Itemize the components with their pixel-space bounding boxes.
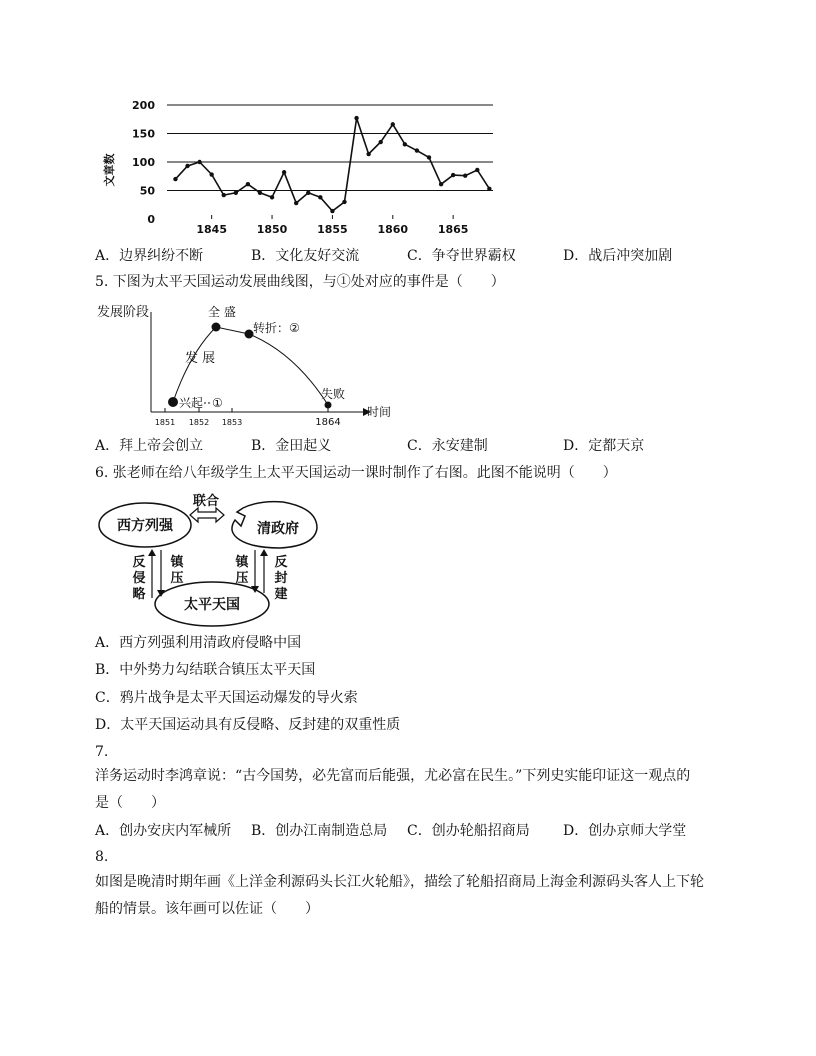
data-point bbox=[427, 155, 431, 159]
data-point bbox=[487, 187, 491, 191]
q5-year-1864: 1864 bbox=[315, 417, 341, 428]
q7-stem-line-2: 是（ ） bbox=[95, 795, 165, 811]
q7-option-a[interactable]: A．创办安庆内军械所 bbox=[95, 823, 232, 839]
q6-option-b[interactable]: B．中外势力勾结联合镇压太平天国 bbox=[95, 662, 316, 678]
q6-right-up-arrowhead bbox=[260, 549, 268, 556]
q5-development-curve bbox=[173, 327, 328, 405]
q7-number: 7. bbox=[95, 744, 109, 760]
q5-year-1851: 1851 bbox=[154, 418, 176, 427]
q6-option-a[interactable]: A．西方列强利用清政府侵略中国 bbox=[95, 635, 302, 651]
q5-option-a[interactable]: A．拜上帝会创立 bbox=[95, 438, 204, 454]
q5-label-rise: 兴起 bbox=[179, 396, 204, 410]
x-tick-label: 1845 bbox=[196, 223, 227, 236]
q6-label-suppress-right: 压 bbox=[235, 571, 249, 586]
data-point bbox=[234, 191, 238, 195]
q5-y-axis-label: 发展阶段 bbox=[97, 305, 150, 320]
q6-label-anti-aggression: 反 bbox=[132, 555, 146, 570]
data-point bbox=[391, 122, 395, 126]
data-point bbox=[330, 209, 334, 213]
q4-option-c[interactable]: C．争夺世界霸权 bbox=[407, 248, 516, 264]
data-point bbox=[342, 200, 346, 204]
data-point bbox=[282, 170, 286, 174]
data-point bbox=[318, 195, 322, 199]
q8-stem-line-2: 船的情景。该年画可以佐证（ ） bbox=[95, 901, 319, 917]
data-point bbox=[197, 160, 201, 164]
q4-option-a[interactable]: A．边界纠纷不断 bbox=[95, 248, 204, 264]
q5-fail-dot bbox=[325, 402, 332, 409]
data-point bbox=[403, 142, 407, 146]
q6-stem: 6. 张老师在给八年级学生上太平天国运动一课时制作了右图。此图不能说明（ ） bbox=[95, 465, 617, 481]
q6-relationship-diagram bbox=[95, 488, 325, 628]
q6-label-anti-aggression: 略 bbox=[132, 587, 146, 602]
q7-option-c[interactable]: C．创办轮船招商局 bbox=[407, 823, 530, 839]
q6-label-anti-feudal: 反 bbox=[274, 555, 288, 570]
x-tick-label: 1865 bbox=[437, 223, 469, 236]
q5-option-c[interactable]: C．永安建制 bbox=[407, 438, 488, 454]
chart-y-axis-label: 文章数 bbox=[103, 153, 116, 187]
q6-option-c[interactable]: C．鸦片战争是太平天国运动爆发的导火索 bbox=[95, 690, 358, 706]
q6-label-anti-feudal: 封 bbox=[274, 571, 288, 586]
data-point bbox=[185, 164, 189, 168]
y-tick-label: 150 bbox=[132, 127, 155, 141]
data-point bbox=[222, 193, 226, 197]
q4-option-d[interactable]: D．战后冲突加剧 bbox=[563, 248, 673, 264]
data-point bbox=[258, 191, 262, 195]
data-point bbox=[475, 168, 479, 172]
q6-label-suppress-left: 压 bbox=[170, 571, 184, 586]
q6-label-qing: 清政府 bbox=[257, 521, 299, 537]
q6-label-taiping: 太平天国 bbox=[184, 597, 240, 613]
q6-left-up-arrowhead bbox=[148, 549, 156, 556]
q5-year-1853: 1853 bbox=[221, 418, 243, 427]
data-point bbox=[294, 201, 298, 205]
q4-option-b[interactable]: B．文化友好交流 bbox=[251, 248, 360, 264]
q5-year-1852: 1852 bbox=[188, 418, 210, 427]
q6-label-ally: 联合 bbox=[192, 494, 220, 509]
data-point bbox=[209, 172, 213, 176]
q6-ally-double-arrow bbox=[190, 508, 224, 522]
x-tick-label: 1855 bbox=[317, 223, 348, 236]
q6-right-down-arrowhead bbox=[251, 586, 259, 593]
y-tick-label: 200 bbox=[132, 99, 155, 112]
chart-points bbox=[173, 116, 491, 213]
q8-number: 8. bbox=[95, 849, 109, 865]
chart-series-line bbox=[176, 118, 490, 211]
data-point bbox=[366, 152, 370, 156]
x-tick-label: 1850 bbox=[256, 223, 288, 236]
q5-stem: 5. 下图为太平天国运动发展曲线图，与①处对应的事件是（ ） bbox=[95, 274, 505, 290]
chart-gridlines bbox=[167, 105, 493, 191]
data-point bbox=[306, 191, 310, 195]
y-tick-label: 50 bbox=[139, 184, 155, 198]
q5-option-b[interactable]: B．金田起义 bbox=[251, 438, 332, 454]
y-tick-label: 0 bbox=[147, 213, 155, 226]
data-point bbox=[270, 195, 274, 199]
q8-stem-line-1: 如图是晚清时期年画《上洋金利源码头长江火轮船》，描绘了轮船招商局上海金利源码头客人上下轮 bbox=[95, 874, 704, 890]
data-point bbox=[463, 173, 467, 177]
q6-option-d[interactable]: D．太平天国运动具有反侵略、反封建的双重性质 bbox=[95, 717, 401, 733]
data-point bbox=[246, 182, 250, 186]
data-point bbox=[439, 182, 443, 186]
data-point bbox=[379, 140, 383, 144]
q5-label-turn: 转折：② bbox=[253, 321, 300, 335]
q6-label-anti-feudal: 建 bbox=[274, 587, 288, 602]
q4-line-chart bbox=[95, 92, 515, 237]
q6-label-anti-aggression: 侵 bbox=[132, 571, 146, 586]
q5-label-fail: 失败 bbox=[321, 387, 346, 401]
data-point bbox=[354, 116, 358, 120]
q6-label-suppress-right: 镇 bbox=[235, 555, 249, 570]
q5-label-peak: 全 盛 bbox=[208, 305, 236, 319]
chart-y-ticks bbox=[132, 99, 155, 226]
q5-development-curve-diagram bbox=[95, 298, 405, 428]
data-point bbox=[451, 173, 455, 177]
q6-label-west: 西方列强 bbox=[117, 518, 173, 534]
q7-option-b[interactable]: B．创办江南制造总局 bbox=[251, 823, 388, 839]
q5-option-d[interactable]: D．定都天京 bbox=[563, 438, 645, 454]
q6-label-suppress-left: 镇 bbox=[170, 555, 184, 570]
q7-stem-line-1: 洋务运动时李鸿章说：“古今国势，必先富而后能强，尤必富在民生。”下列史实能印证这一观点的 bbox=[95, 768, 691, 784]
y-tick-label: 100 bbox=[132, 156, 155, 169]
data-point bbox=[415, 148, 419, 152]
q5-label-develop: 发 展 bbox=[185, 351, 216, 366]
q5-peak-dot bbox=[212, 323, 221, 332]
q7-option-d[interactable]: D．创办京师大学堂 bbox=[563, 823, 687, 839]
q5-rise-dot bbox=[168, 397, 178, 407]
q5-x-axis-label: 时间 bbox=[367, 405, 392, 419]
chart-x-ticks bbox=[196, 215, 468, 236]
data-point bbox=[173, 177, 177, 181]
x-tick-label: 1860 bbox=[377, 223, 409, 236]
q5-label-mark1: ① bbox=[212, 396, 223, 410]
